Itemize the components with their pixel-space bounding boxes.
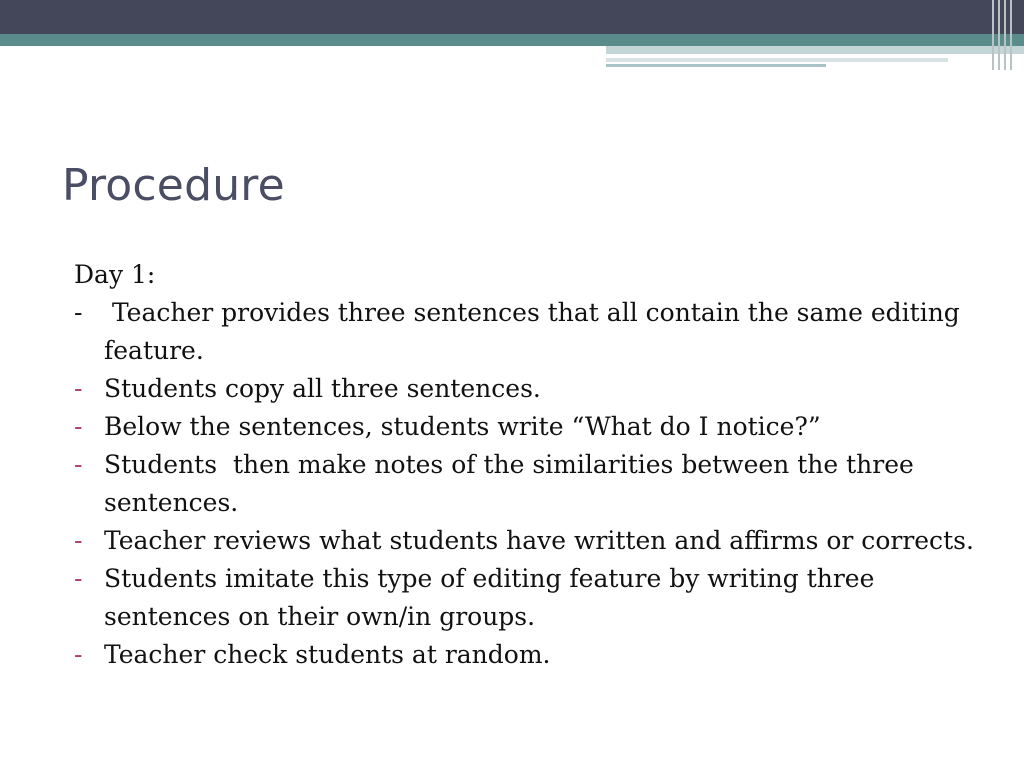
day-label: Day 1:: [74, 260, 156, 289]
list-item: [74, 522, 974, 560]
list-item: [74, 370, 974, 408]
list-item: [74, 636, 974, 674]
bullet-dash: -: [74, 450, 83, 479]
list-item-text: Teacher reviews what students have written and affirms or corrects.: [104, 526, 974, 555]
bullet-dash: -: [74, 374, 83, 403]
list-item-text: Teacher check students at random.: [104, 640, 551, 669]
list-item-text: Teacher provides three sentences that all contain the same editing feature.: [104, 298, 968, 365]
bullet-dash: -: [74, 640, 83, 669]
list-item-text: Students imitate this type of editing feature by writing three sentences on their own/in groups.: [104, 564, 875, 631]
bullet-dash: -: [74, 526, 83, 555]
header-accent-line: [606, 58, 948, 62]
corner-decoration: [992, 0, 1018, 70]
header-accent-line-thin: [606, 64, 826, 67]
header-bar-teal: [0, 34, 1024, 46]
bullet-dash: -: [74, 298, 83, 327]
list-item: [74, 294, 974, 370]
slide-body: [74, 256, 974, 674]
list-item: [74, 446, 974, 522]
header-accent-bar: [606, 46, 1024, 54]
slide-title: Procedure: [62, 160, 285, 211]
header-bar-dark: [0, 0, 1024, 34]
list-item-text: Students then make notes of the similarities between the three sentences.: [104, 450, 922, 517]
bullet-dash: -: [74, 412, 83, 441]
bullet-dash: -: [74, 564, 83, 593]
list-item: [74, 560, 974, 636]
list-item: [74, 408, 974, 446]
list-item-text: Students copy all three sentences.: [104, 374, 541, 403]
list-item-text: Below the sentences, students write “What do I notice?”: [104, 412, 821, 441]
